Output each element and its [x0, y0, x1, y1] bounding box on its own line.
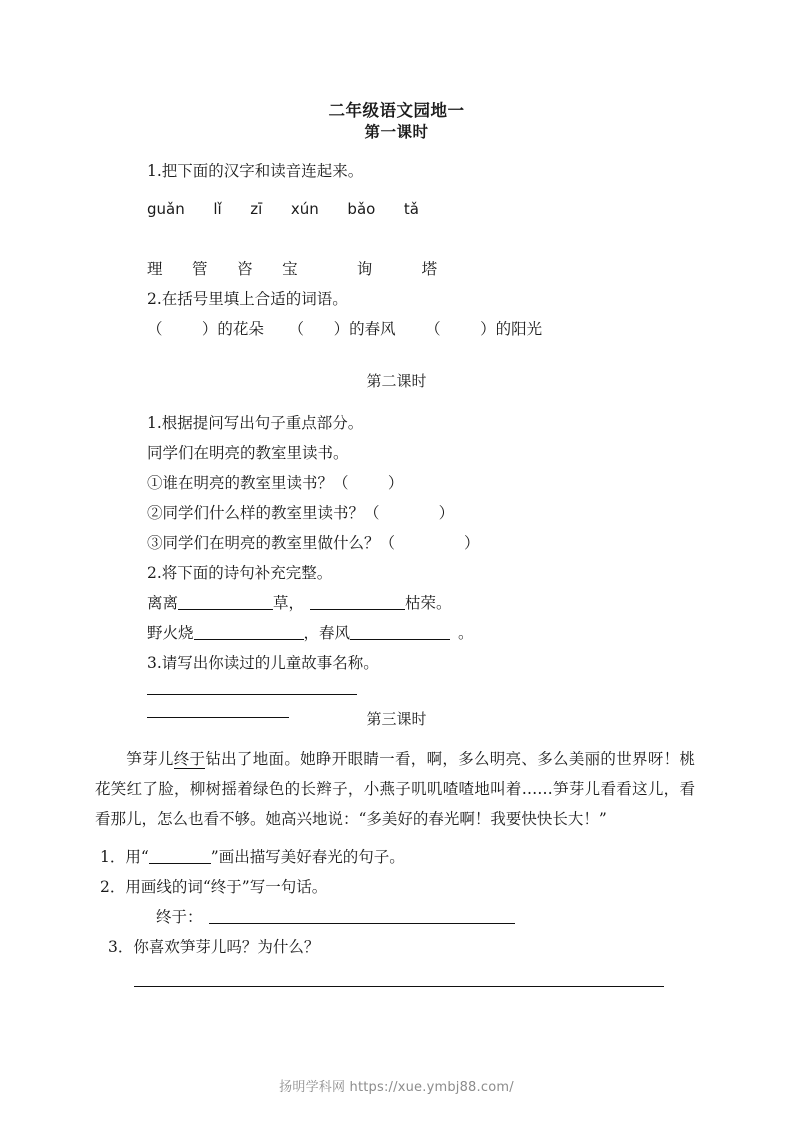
poem-line-1	[147, 588, 793, 618]
poem-line-1-part-b: 草，	[273, 594, 305, 612]
lesson2-question-1-label: 1.根据提问写出句子重点部分。	[147, 414, 364, 432]
poem-line-2-blank-1[interactable]	[194, 624, 304, 640]
lesson3-question-2-answer	[156, 902, 793, 932]
lesson3-question-1-prefix: 1．用“	[100, 848, 149, 866]
hanzi-row: 理 管 咨 宝 询 塔	[147, 260, 438, 278]
lesson2-question-2-label: 2.将下面的诗句补充完整。	[147, 564, 333, 582]
passage-part-2: 钻出了地面。她睁开眼睛一看，啊，多么明亮、多么美丽的世界呀！桃花笑红了脸，柳树摇着绿色的长辫子，小燕子叽叽喳喳地叫着……笋芽儿看看这儿，看看那儿，怎么也看不够。她高兴地说：“多美好的春光啊！我要快快长大！”	[95, 750, 695, 828]
lesson3-heading: 第三课时	[366, 710, 427, 728]
lesson2-question-1-sub-3: ③同学们在明亮的教室里做什么？（ ）	[147, 534, 480, 552]
page-title: 二年级语文园地一	[328, 101, 465, 120]
poem-line-2	[147, 618, 793, 648]
lesson2-question-1-sub-2: ②同学们什么样的教室里读书？（ ）	[147, 504, 455, 522]
poem-line-1-part-c: 枯荣。	[405, 594, 452, 612]
poem-line-1-blank-2[interactable]	[310, 594, 405, 610]
poem-line-2-part-a: 野火烧	[147, 624, 194, 642]
lesson1-question-2-label: 2.在括号里填上合适的词语。	[147, 290, 348, 308]
poem-line-1-blank-1[interactable]	[178, 594, 273, 610]
lesson2-question-3-label: 3.请写出你读过的儿童故事名称。	[147, 654, 379, 672]
lesson3-answer-line-wrap	[134, 986, 793, 987]
passage-part-1: 笋芽儿	[126, 750, 174, 768]
poem-line-1-part-a: 离离	[147, 594, 179, 612]
lesson3-passage	[95, 744, 695, 834]
lesson3-question-3-label: 3．你喜欢笋芽儿吗？为什么？	[108, 938, 320, 956]
lesson3-answer-line[interactable]	[134, 986, 664, 987]
lesson3-question-2-answer-prefix: 终于：	[156, 908, 203, 926]
lesson1-question-1-label: 1.把下面的汉字和读音连起来。	[147, 162, 364, 180]
pinyin-row: guǎn lǐ zī xún bǎo tǎ	[147, 200, 419, 218]
lesson2-question-1-sub-1: ①谁在明亮的教室里读书？（ ）	[147, 474, 404, 492]
lesson3-question-2-label: 2．用画线的词“终于”写一句话。	[100, 878, 328, 896]
poem-line-2-part-b: ，春风	[303, 624, 351, 642]
lesson1-brackets-row: （ ）的花朵 （ ）的春风 （ ）的阳光	[147, 320, 543, 338]
poem-line-2-part-c: 。	[458, 624, 474, 642]
lesson3-question-1	[100, 842, 793, 872]
lesson2-heading: 第二课时	[366, 372, 427, 390]
lesson3-question-1-blank[interactable]	[149, 848, 211, 864]
passage-underlined-word: 终于	[173, 750, 206, 768]
poem-line-2-blank-2[interactable]	[350, 624, 450, 640]
lesson1-heading: 第一课时	[364, 122, 429, 141]
footer-watermark: 扬明学科网 https://xue.ymbj88.com/	[279, 1080, 514, 1095]
lesson2-question-1-sentence: 同学们在明亮的教室里读书。	[147, 444, 349, 462]
lesson3-question-1-suffix: ”画出描写美好春光的句子。	[210, 848, 405, 866]
lesson3-question-2-answer-line[interactable]	[209, 908, 515, 924]
